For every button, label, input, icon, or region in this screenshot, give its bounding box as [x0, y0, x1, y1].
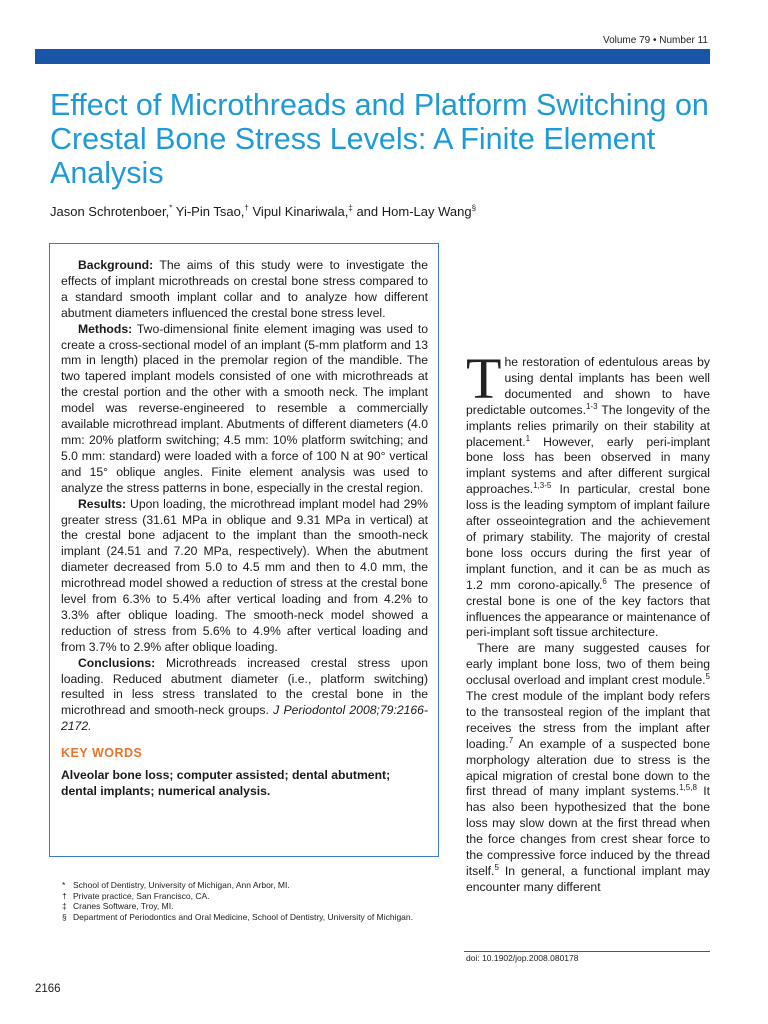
methods-text: Two-dimensional finite element imaging was used to create a cross-sectional model of an implant (5-mm platform and 13 mm in length) placed in the premolar region of the mandible. The two tapered implant models consisted of one with microthreads at the crestal portion and the other with a smooth neck. The implant model was reverse-engineered to resemble a commercially available microthread implant. Abutments of different diameters (4.0 mm: 20% platform switching; 4.5 mm: 10% platform switching; and 5.0 mm: standard) were loaded with a force of 100 N at 90° vertical and 15° oblique angles. Finite element analysis was used to analyze the stress patterns in bone, especially in the crestal region. [61, 321, 428, 495]
footnote [62, 901, 442, 912]
body-text: There are many suggested causes for early implant bone loss, two of them being occlusal overload and implant crest module. [466, 641, 710, 688]
reference-sup: 5 [705, 672, 710, 682]
reference-sup: 5 [494, 862, 499, 872]
footnote-text: Private practice, San Francisco, CA. [73, 890, 210, 901]
author-mark: † [244, 203, 249, 213]
conclusions-label: Conclusions: [78, 655, 156, 670]
methods-label: Methods: [78, 321, 133, 336]
body-text: It has also been hypothesized that the bone loss may slow down at the first thread when the force changes from crest shear force to the compressive force induced by the thread itself. [466, 784, 710, 878]
author-name: Vipul Kinariwala, [252, 204, 349, 219]
keywords-text: Alveolar bone loss; computer assisted; dental abutment; dental implants; numerical analysis. [61, 768, 391, 798]
footnote [62, 912, 442, 923]
body-text: he restoration of edentulous areas by using dental implants has been well documented and shown to have predictable outcomes. [466, 355, 710, 417]
footnote-mark: † [62, 890, 67, 901]
reference-sup: 7 [508, 735, 514, 745]
body-text: However, early peri-implant bone loss has been observed in many implant systems and after different surgical approaches. [466, 434, 710, 497]
body-text: In general, a functional implant may encounter many different [466, 864, 710, 894]
abstract-methods [61, 322, 428, 497]
footnotes [62, 880, 442, 922]
reference-sup: 1,3-5 [533, 481, 552, 491]
results-label: Results: [78, 496, 127, 511]
body-paragraph-1 [466, 346, 710, 641]
results-text: Upon loading, the microthread implant model had 29% greater stress (31.61 MPa in oblique and 9.31 MPa in vertical) at the crestal bone adjacent to the implant than the smooth-neck implant (24.51 and 7.20 MPa, respectively). When the abutment diameter decreased from 5.0 to 4.5 mm and then to 4.0 mm, the microthread model showed a reduction of stress at the crestal bone level from 6.3% to 5.4% after vertical loading and from 4.2% to 3.3% after oblique loading. The smooth-neck model showed a reduction of stress from 5.6% to 4.9% after vertical loading and from 3.7% to 2.9% after oblique loading. [61, 496, 428, 654]
body-text: The longevity of the implants relies primarily on their stability at placement. [466, 402, 710, 449]
body-text: An example of a suspected bone morphology alteration due to stress is the apical migration of crestal bone down to the first thread of many implant systems. [466, 736, 710, 799]
reference-sup: 1 [525, 433, 531, 443]
doi-rule [464, 951, 710, 952]
keywords-heading: KEY WORDS [61, 746, 143, 761]
reference-sup: 1-3 [585, 401, 598, 411]
footnote [62, 880, 442, 891]
abstract-background [61, 258, 428, 322]
body-column [466, 346, 710, 896]
citation: J Periodontol 2008;79:2166-2172. [61, 703, 429, 734]
background-text: The aims of this study were to investigate the effects of implant microthreads on crestal bone stress compared to a standard smooth implant collar and to analyze how different abutment diameters influenced the crestal bone stress level. [61, 258, 428, 320]
body-text: In particular, crestal bone loss is the leading symptom of implant failure after osseointegration and the achievement of primary stability. The majority of crestal bone loss occurs during the first year of implant function, and it can be as much as 1.2 mm corono-apically. [466, 482, 710, 592]
body-text: The presence of crestal bone is one of the key factors that influences the appearance or maintenance of peri-implant soft tissue architecture. [466, 577, 710, 640]
abstract-box [49, 243, 439, 857]
footnote-text: School of Dentistry, University of Michigan, Ann Arbor, MI. [73, 880, 290, 890]
author-mark: * [169, 203, 173, 213]
background-label: Background: [78, 258, 154, 272]
article-title: Effect of Microthreads and Platform Switching on Crestal Bone Stress Levels: A Finite Element Analysis [50, 88, 709, 190]
body-text: The crest module of the implant body refers to the transosteal region of the implant that receives the stress from the implant after loading. [466, 689, 710, 751]
abstract-results [61, 497, 428, 656]
author-name: and Hom-Lay Wang [356, 204, 472, 219]
author-list [50, 204, 710, 219]
author-name: Yi-Pin Tsao, [175, 204, 245, 219]
footnote [62, 891, 442, 902]
body-paragraph-2 [466, 641, 710, 896]
journal-volume-number: Volume 79 • Number 11 [602, 35, 708, 46]
doi: doi: 10.1902/jop.2008.080178 [466, 953, 579, 963]
footnote-mark: * [62, 880, 66, 890]
drop-cap: T [466, 346, 502, 411]
footnote-text: Department of Periodontics and Oral Medicine, School of Dentistry, University of Michigan. [73, 911, 413, 922]
author-mark: § [471, 203, 477, 213]
footnote-mark: ‡ [62, 901, 67, 911]
abstract-conclusions [61, 656, 428, 736]
reference-sup: 1,5,8 [679, 783, 697, 793]
author-mark: ‡ [348, 203, 353, 213]
author-name: Jason Schrotenboer, [50, 204, 170, 219]
reference-sup: 6 [602, 576, 607, 586]
footnote-text: Cranes Software, Troy, MI. [73, 901, 174, 911]
page-number: 2166 [35, 983, 61, 995]
footnote-mark: § [62, 911, 67, 922]
conclusions-text: Microthreads increased crestal stress upon loading. Reduced abutment diameter (i.e., platform switching) resulted in less stress translated to the crestal bone in the microthread and smooth-neck groups. [61, 655, 428, 718]
header-bar [35, 49, 710, 64]
